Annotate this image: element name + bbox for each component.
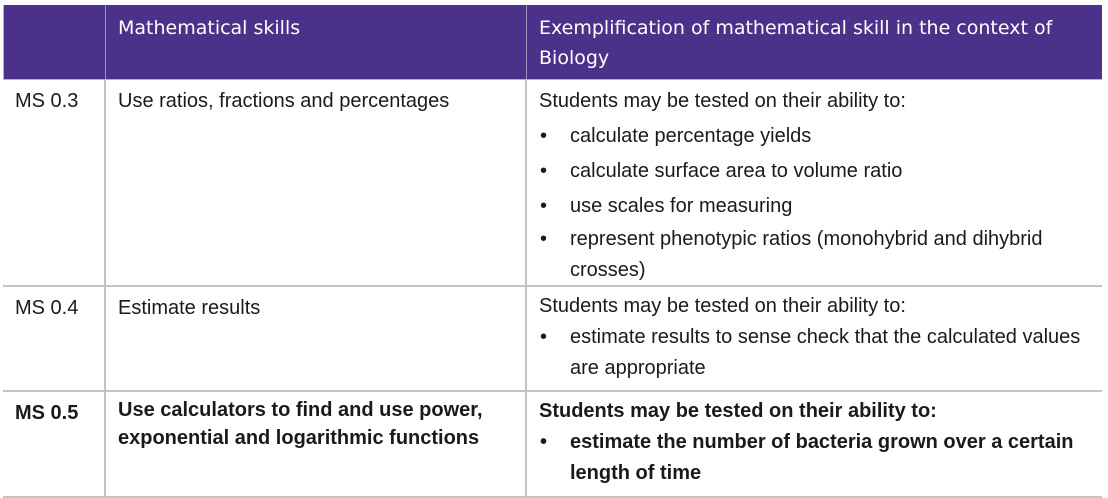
skill-code: MS 0.5 — [15, 402, 79, 424]
list-item: • use scales for measuring — [539, 189, 1092, 224]
table-row — [3, 392, 1102, 498]
header-cell-skills: Mathematical skills — [105, 5, 526, 79]
skill-code: MS 0.4 — [15, 297, 79, 319]
skill-description: Use calculators to find and use power, exponential and logarithmic functions — [104, 392, 525, 496]
exemplification-cell — [525, 80, 1102, 285]
exemplification-cell — [525, 287, 1102, 390]
list-item: • represent phenotypic ratios (monohybrid and dihybrid crosses) — [539, 224, 1092, 286]
skill-code: MS 0.3 — [15, 90, 79, 112]
exemplification-list — [539, 322, 1092, 384]
skill-description: Estimate results — [104, 287, 525, 390]
header-cell-code — [4, 5, 105, 79]
math-skills-table — [3, 5, 1102, 498]
list-item: • estimate the number of bacteria grown over a certain length of time — [539, 427, 1092, 489]
list-item: • calculate percentage yields — [539, 119, 1092, 154]
exemplification-list — [539, 427, 1092, 489]
exemplification-cell — [525, 392, 1102, 496]
list-item: • estimate results to sense check that the calculated values are appropriate — [539, 322, 1092, 384]
table-row — [3, 287, 1102, 392]
table-row — [3, 80, 1102, 287]
exemplification-list — [539, 119, 1092, 286]
table-header-row — [3, 5, 1102, 80]
list-item: • calculate surface area to volume ratio — [539, 154, 1092, 189]
exemplification-intro: Students may be tested on their ability to: — [539, 90, 906, 112]
header-cell-exemplification: Exemplification of mathematical skill in the context of Biology — [526, 5, 1102, 79]
exemplification-intro: Students may be tested on their ability to: — [539, 295, 906, 317]
exemplification-intro: Students may be tested on their ability to: — [539, 400, 937, 422]
skill-description: Use ratios, fractions and percentages — [104, 80, 525, 285]
